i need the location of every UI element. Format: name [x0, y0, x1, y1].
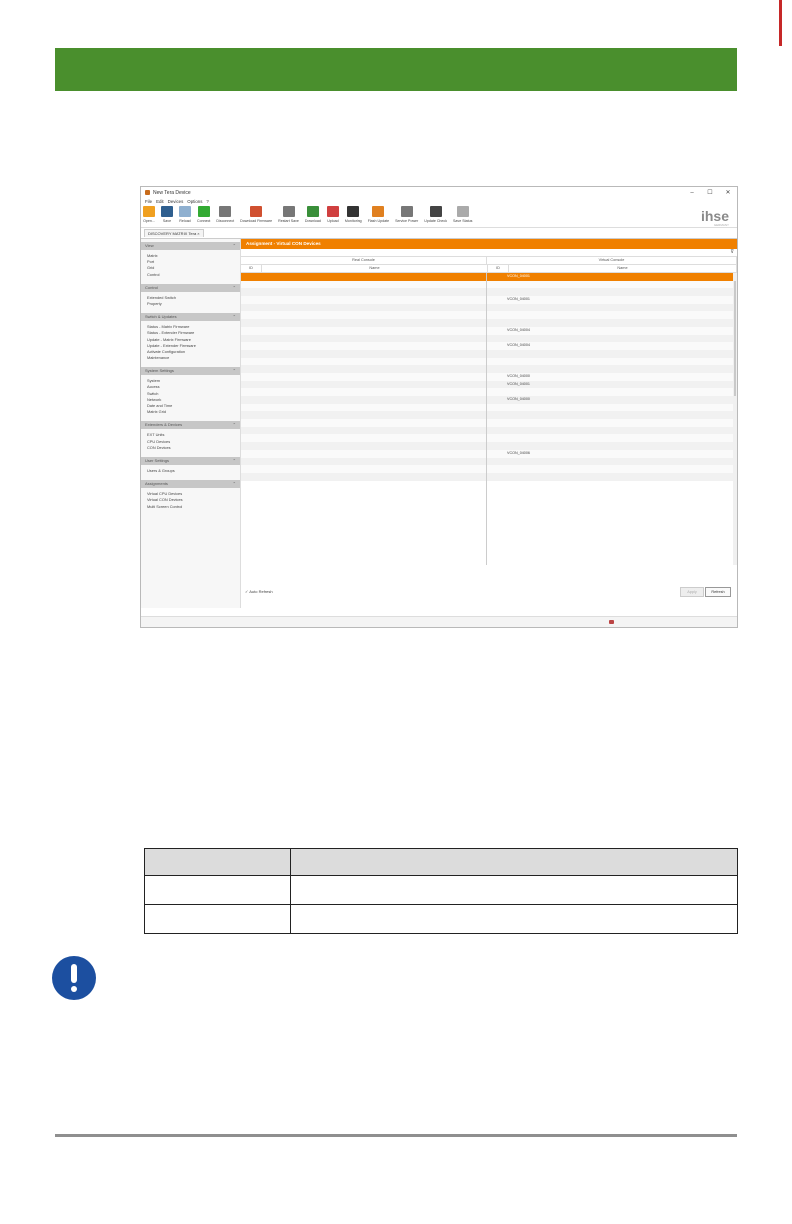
table-row[interactable] — [241, 350, 737, 358]
important-notice-icon — [52, 956, 96, 1000]
row-vid-cell — [487, 388, 507, 396]
sidebar-item[interactable]: Status - Matrix Firmware — [147, 324, 190, 330]
row-id-cell — [241, 434, 265, 442]
row-vid-cell — [487, 450, 507, 458]
status-icon — [457, 206, 469, 217]
table-row[interactable] — [241, 327, 737, 335]
maximize-button[interactable]: ☐ — [707, 190, 713, 196]
row-vid-cell — [487, 381, 507, 389]
table-row[interactable] — [241, 304, 737, 312]
row-name-cell — [265, 442, 487, 450]
row-id-cell — [241, 473, 265, 481]
menu-options[interactable]: Options — [187, 199, 203, 204]
column-group-header — [241, 257, 737, 265]
sidebar-section-title: Extenders & Devices — [145, 422, 183, 428]
disconnect-icon — [219, 206, 231, 217]
row-vname-cell: VCON_04004 — [507, 343, 530, 348]
sidebar-section-header[interactable] — [141, 421, 240, 429]
row-name-cell — [265, 381, 487, 389]
row-id-cell — [241, 304, 265, 312]
table-row — [145, 905, 738, 934]
navigation-sidebar — [141, 239, 241, 608]
row-vname-cell: VCON_04004 — [507, 327, 530, 332]
toolbar-button-label: Upload — [327, 219, 339, 223]
panel-footer — [241, 584, 737, 598]
sidebar-section-header[interactable] — [141, 242, 240, 250]
filter-bar[interactable] — [241, 249, 737, 257]
row-id-cell — [241, 404, 265, 412]
row-name-cell — [265, 419, 487, 427]
toolbar-button-label: Connect — [197, 219, 211, 223]
toolbar-button-label: Flash Update — [367, 219, 390, 223]
status-indicator-icon — [609, 620, 614, 624]
toolbar-button[interactable] — [424, 205, 447, 223]
group-virtual-console: Virtual Console — [487, 257, 737, 264]
row-vname-cell — [507, 365, 737, 373]
row-vid-cell — [487, 288, 507, 296]
row-id-cell — [241, 335, 265, 343]
auto-refresh-label: Auto Refresh — [249, 588, 273, 594]
toolbar-button[interactable] — [345, 205, 362, 223]
row-vid-cell — [487, 373, 507, 381]
row-name-cell — [265, 450, 487, 458]
row-id-cell — [241, 273, 265, 281]
row-name-cell — [265, 473, 487, 481]
table-row[interactable] — [241, 411, 737, 419]
table-row — [145, 876, 738, 905]
table-row[interactable] — [241, 381, 737, 389]
toolbar-button-label: Restart Save — [278, 219, 299, 223]
toolbar-button[interactable] — [240, 205, 272, 223]
table-row[interactable] — [241, 404, 737, 412]
row-name-cell — [265, 319, 487, 327]
row-vname-cell — [507, 404, 737, 412]
row-id-cell — [241, 373, 265, 381]
row-vname-cell: VCON_04001 — [507, 274, 530, 278]
collapse-icon[interactable]: ⌃ — [232, 481, 236, 487]
sidebar-section-header[interactable] — [141, 284, 240, 292]
sidebar-item[interactable]: Virtual CON Devices — [147, 497, 183, 503]
sidebar-item[interactable]: Switch — [147, 390, 159, 396]
row-vname-cell — [507, 419, 737, 427]
toolbar-button[interactable] — [161, 205, 173, 223]
menu-bar — [141, 198, 737, 205]
col-vname[interactable]: Name — [509, 265, 737, 272]
column-header-row — [241, 265, 737, 273]
row-id-cell — [241, 358, 265, 366]
footer-rule — [55, 1134, 737, 1137]
toolbar-button[interactable] — [305, 205, 321, 223]
row-name-cell — [265, 388, 487, 396]
row-vid-cell — [487, 473, 507, 481]
row-name-cell — [265, 358, 487, 366]
row-vname-cell — [507, 281, 737, 289]
menu-edit[interactable]: Edit — [156, 199, 164, 204]
table-row[interactable] — [241, 427, 737, 435]
table-row[interactable] — [241, 442, 737, 450]
row-vid-cell — [487, 404, 507, 412]
collapse-icon[interactable]: ⌃ — [232, 422, 236, 428]
app-window-screenshot — [140, 186, 738, 628]
refresh-button[interactable]: Refresh — [705, 587, 731, 597]
toolbar-button[interactable] — [216, 205, 234, 223]
sidebar-section-header[interactable] — [141, 313, 240, 321]
window-titlebar — [141, 187, 737, 198]
flash-icon — [372, 206, 384, 217]
table-row[interactable] — [241, 358, 737, 366]
row-name-cell — [265, 373, 487, 381]
row-id-cell — [241, 465, 265, 473]
row-name-cell — [265, 327, 487, 335]
sidebar-item[interactable]: EXT Units — [147, 432, 165, 438]
ihse-logo-subtitle: GERMANY — [713, 223, 729, 227]
toolbar — [141, 205, 737, 228]
document-tab[interactable] — [144, 229, 204, 237]
power-icon — [401, 206, 413, 217]
col-name[interactable]: Name — [262, 265, 488, 272]
row-vname-cell — [507, 458, 737, 466]
table-row[interactable] — [241, 434, 737, 442]
row-vname-cell: VCON_04001 — [507, 297, 530, 302]
toolbar-button[interactable] — [327, 205, 339, 223]
toolbar-button-label: Open... — [143, 219, 155, 223]
row-vid-cell — [487, 358, 507, 366]
row-id-cell — [241, 458, 265, 466]
window-title: New Tera Device — [153, 189, 191, 196]
main-panel — [241, 239, 737, 608]
toolbar-button-label: Download — [304, 219, 321, 223]
sidebar-item[interactable]: Users & Groups — [147, 467, 175, 473]
sidebar-section-title: Control — [145, 284, 158, 290]
sidebar-item[interactable]: Multi Screen Control — [147, 503, 183, 509]
row-name-cell — [265, 304, 487, 312]
filter-icon[interactable]: ⊽ — [730, 249, 734, 255]
table-row[interactable] — [241, 319, 737, 327]
table-row[interactable] — [241, 273, 737, 281]
tab-close-icon[interactable]: × — [197, 231, 200, 236]
table-cell — [145, 876, 291, 905]
row-vid-cell — [487, 427, 507, 435]
sidebar-item[interactable]: Update - Extender Firmware — [147, 342, 196, 348]
table-header-cell — [291, 849, 738, 876]
row-name-cell — [265, 365, 487, 373]
row-vid-cell — [487, 327, 507, 335]
sidebar-item[interactable]: Status - Extender Firmware — [147, 330, 195, 336]
collapse-icon[interactable]: ⌃ — [232, 314, 236, 320]
row-id-cell — [241, 396, 265, 404]
table-row[interactable] — [241, 288, 737, 296]
group-real-console: Real Console — [241, 257, 487, 264]
sidebar-section-title: Assignments — [145, 481, 168, 487]
row-vname-cell — [507, 427, 737, 435]
sidebar-item[interactable]: Extended Switch — [147, 294, 176, 300]
sidebar-section-title: System Settings — [145, 368, 174, 374]
table-row[interactable] — [241, 373, 737, 381]
table-row[interactable] — [241, 342, 737, 350]
row-vname-cell — [507, 311, 737, 319]
row-name-cell — [265, 434, 487, 442]
row-name-cell — [265, 288, 487, 296]
sidebar-section-header[interactable] — [141, 367, 240, 375]
toolbar-button-label: Save Status — [453, 219, 473, 223]
row-vid-cell — [487, 342, 507, 350]
row-id-cell — [241, 311, 265, 319]
row-vname-cell — [507, 288, 737, 296]
menu-devices[interactable]: Devices — [167, 199, 184, 204]
panel-heading: Assignment - Virtual CON Devices — [241, 239, 737, 249]
row-vid-cell — [487, 350, 507, 358]
row-id-cell — [241, 427, 265, 435]
scrollbar-thumb[interactable] — [734, 281, 736, 396]
table-row[interactable] — [241, 465, 737, 473]
sidebar-item[interactable]: Date and Time — [147, 403, 173, 408]
sidebar-section-title: User Settings — [145, 457, 170, 463]
document-tabbar — [141, 228, 737, 239]
table-row[interactable] — [241, 419, 737, 427]
auto-refresh-checkbox[interactable]: ✓ Auto Refresh — [245, 588, 273, 594]
toolbar-button-label: Update Check — [424, 219, 448, 223]
row-vname-cell — [507, 358, 737, 366]
row-vname-cell — [507, 388, 737, 396]
chapter-banner — [55, 48, 737, 91]
collapse-icon[interactable]: ⌃ — [232, 243, 236, 248]
table-row[interactable] — [241, 311, 737, 319]
row-name-cell — [265, 411, 487, 419]
row-id-cell — [241, 281, 265, 289]
row-vid-cell — [487, 296, 507, 304]
refresh-icon — [179, 206, 191, 217]
sidebar-item[interactable]: Property — [147, 300, 162, 306]
sidebar-section-header[interactable] — [141, 457, 240, 465]
table-row[interactable] — [241, 458, 737, 466]
row-vname-cell — [507, 473, 737, 481]
row-vid-cell — [487, 442, 507, 450]
row-name-cell — [265, 342, 487, 350]
table-row[interactable] — [241, 450, 737, 458]
vertical-scrollbar[interactable] — [733, 273, 737, 565]
sidebar-item[interactable]: Control — [147, 271, 160, 277]
table-cell — [145, 905, 291, 934]
row-name-cell — [265, 350, 487, 358]
document-tab-label: DISCOVERY MATRIX Tera — [148, 231, 197, 236]
row-name-cell — [265, 465, 487, 473]
sidebar-item[interactable]: CON Devices — [147, 444, 171, 450]
row-id-cell — [241, 350, 265, 358]
row-name-cell — [265, 458, 487, 466]
monitor-icon — [347, 206, 359, 217]
sidebar-item[interactable]: Matrix — [147, 253, 158, 258]
apply-button[interactable]: Apply — [680, 587, 704, 597]
table-row[interactable] — [241, 473, 737, 481]
toolbar-button-label: Save — [162, 219, 172, 223]
table-row[interactable] — [241, 365, 737, 373]
row-vname-cell — [507, 442, 737, 450]
table-header-row — [145, 849, 738, 876]
toolbar-button-label: Reload — [179, 219, 191, 223]
row-vid-cell — [487, 434, 507, 442]
col-vid[interactable]: ID — [488, 265, 509, 272]
row-vname-cell — [507, 319, 737, 327]
row-name-cell — [265, 335, 487, 343]
row-vid-cell — [487, 396, 507, 404]
toolbar-button-label: Monitoring — [344, 219, 362, 223]
row-name-cell — [265, 311, 487, 319]
minimize-button[interactable]: – — [690, 189, 694, 196]
row-id-cell — [241, 442, 265, 450]
menu-file[interactable]: File — [145, 199, 153, 204]
sidebar-item[interactable]: Virtual CPU Devices — [147, 491, 183, 497]
assignment-table — [241, 273, 737, 565]
connect-icon — [198, 206, 210, 217]
download-icon — [307, 206, 319, 217]
sidebar-item[interactable]: Activate Configuration — [147, 348, 186, 354]
toolbar-button[interactable] — [368, 205, 389, 223]
row-vname-cell: VCON_04000 — [507, 397, 530, 401]
row-vid-cell — [487, 335, 507, 343]
row-vname-cell — [507, 465, 737, 473]
close-button[interactable]: ✕ — [725, 190, 731, 196]
row-vname-cell: VCON_04001 — [507, 381, 530, 386]
row-name-cell — [265, 281, 487, 289]
sidebar-item[interactable]: CPU Devices — [147, 438, 171, 444]
row-name-cell — [265, 296, 487, 304]
row-name-cell — [265, 404, 487, 412]
sidebar-section-title: Switch & Updates — [145, 314, 177, 320]
sidebar-item[interactable]: Access — [147, 384, 160, 390]
collapse-icon[interactable]: ⌃ — [232, 457, 236, 463]
sidebar-section-header[interactable] — [141, 480, 240, 488]
row-vid-cell — [487, 419, 507, 427]
table-row[interactable] — [241, 281, 737, 289]
sidebar-item[interactable]: Grid — [147, 265, 155, 271]
table-row[interactable] — [241, 335, 737, 343]
folder-icon — [143, 206, 155, 217]
toolbar-button[interactable] — [278, 205, 299, 223]
row-id-cell — [241, 296, 265, 304]
row-id-cell — [241, 419, 265, 427]
row-id-cell — [241, 327, 265, 335]
toolbar-button[interactable] — [453, 205, 472, 223]
toolbar-button-label: Service Power — [395, 219, 419, 223]
row-vid-cell — [487, 311, 507, 319]
check-icon — [430, 206, 442, 217]
collapse-icon[interactable]: ⌃ — [232, 368, 236, 374]
sidebar-item[interactable]: Matrix Grid — [147, 409, 167, 415]
row-vname-cell: VCON_04006 — [507, 450, 530, 455]
toolbar-button[interactable] — [197, 205, 210, 223]
toolbar-button[interactable] — [179, 205, 191, 223]
menu-help[interactable]: ? — [206, 199, 209, 204]
row-vname-cell — [507, 350, 737, 358]
restart-icon — [283, 206, 295, 217]
toolbar-button-label: Disconnect — [216, 219, 235, 223]
row-vname-cell — [507, 411, 737, 419]
row-vid-cell — [487, 465, 507, 473]
sidebar-section-title: View — [145, 243, 154, 248]
table-cell — [291, 905, 738, 934]
toolbar-button[interactable] — [143, 205, 155, 223]
row-vid-cell — [487, 411, 507, 419]
description-table — [144, 848, 738, 934]
app-icon — [145, 190, 150, 195]
row-vid-cell — [487, 365, 507, 373]
table-row[interactable] — [241, 388, 737, 396]
toolbar-button[interactable] — [395, 205, 418, 223]
sidebar-item[interactable]: Maintenance — [147, 355, 170, 361]
row-name-cell — [265, 273, 487, 281]
table-cell — [291, 876, 738, 905]
col-id[interactable]: ID — [241, 265, 262, 272]
column-divider — [486, 273, 487, 565]
crop-mark — [779, 0, 782, 46]
row-vid-cell — [487, 458, 507, 466]
row-id-cell — [241, 342, 265, 350]
status-bar — [141, 616, 737, 627]
row-vid-cell — [487, 304, 507, 312]
row-vname-cell: VCON_04000 — [507, 373, 530, 378]
table-header-cell — [145, 849, 291, 876]
row-id-cell — [241, 365, 265, 373]
firmware-icon — [250, 206, 262, 217]
table-row[interactable] — [241, 396, 737, 404]
row-id-cell — [241, 388, 265, 396]
ihse-logo: ihse — [700, 208, 729, 224]
sidebar-item[interactable]: Update - Matrix Firmware — [147, 336, 191, 342]
sidebar-item[interactable]: Network — [147, 396, 162, 402]
row-vname-cell — [507, 434, 737, 442]
row-id-cell — [241, 450, 265, 458]
row-id-cell — [241, 411, 265, 419]
row-vname-cell — [507, 304, 737, 312]
row-id-cell — [241, 288, 265, 296]
row-name-cell — [265, 396, 487, 404]
row-vid-cell — [487, 281, 507, 289]
table-row[interactable] — [241, 296, 737, 304]
toolbar-button-label: Download Firmware — [240, 219, 273, 223]
row-id-cell — [241, 381, 265, 389]
row-id-cell — [241, 319, 265, 327]
row-vname-cell — [507, 335, 737, 343]
sidebar-item[interactable]: System — [147, 378, 160, 384]
collapse-icon[interactable]: ⌃ — [232, 284, 236, 290]
row-name-cell — [265, 427, 487, 435]
save-icon — [161, 206, 173, 217]
row-vid-cell — [487, 319, 507, 327]
upload-icon — [327, 206, 339, 217]
row-vid-cell — [487, 273, 507, 281]
sidebar-item[interactable]: Port — [147, 259, 155, 265]
